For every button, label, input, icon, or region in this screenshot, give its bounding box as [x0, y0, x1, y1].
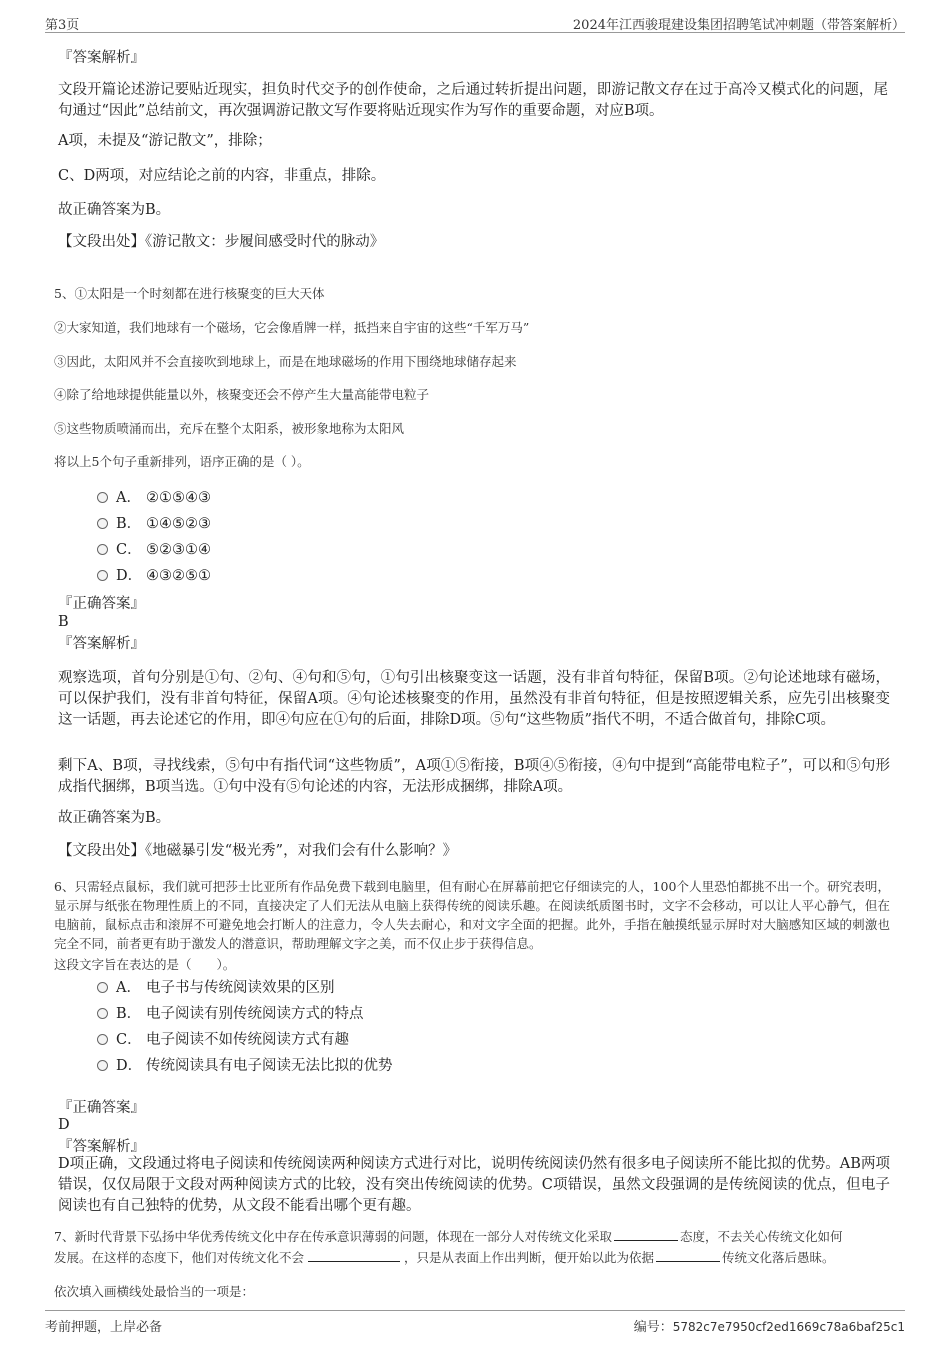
q6-option-b[interactable]: B． 电子阅读有别传统阅读方式的特点: [97, 1004, 364, 1024]
q7-line-2: 发展。在这样的态度下，他们对传统文化不会 ，只是从表面上作出判断，便开始以此为依据 传统文化落后愚昧。: [54, 1250, 835, 1265]
radio-button-icon[interactable]: [97, 492, 108, 503]
q5-option-d[interactable]: D． ④③②⑤①: [97, 566, 211, 586]
page-footer: [45, 1310, 905, 1335]
radio-button-icon[interactable]: [97, 982, 108, 993]
q6-stem-p2: 这段文字旨在表达的是（ ）。: [54, 957, 236, 972]
q5-analysis-label: 『答案解析』: [58, 636, 145, 652]
page-header: [45, 12, 905, 33]
radio-button-icon[interactable]: [97, 1034, 108, 1045]
q6-analysis-label: 『答案解析』: [58, 1139, 145, 1155]
radio-button-icon[interactable]: [97, 1060, 108, 1071]
q4-analysis-p4: 故正确答案为B。: [58, 202, 171, 218]
q5-sentence-2: ②大家知道，我们地球有一个磁场，它会像盾牌一样，抵挡来自宇宙的这些“千军万马”: [54, 320, 530, 335]
q6-analysis-p1: D项正确，文段通过将电子阅读和传统阅读两种阅读方式进行对比，说明传统阅读仍然有很多电子阅读所不能比拟的优势。AB两项错误，仅仅局限于文段对两种阅读方式的比较，没有突出传统阅读的优势。C项错误，虽然文段强调的是传统阅读的优点，但电子阅读也有自己独特的优势，从文段不能看出哪个更有趣。: [58, 1156, 890, 1214]
q7-prompt: 依次填入画横线处最恰当的一项是：: [54, 1284, 255, 1299]
q4-analysis-label: 『答案解析』: [58, 50, 145, 66]
q5-analysis-p1: 观察选项，首句分别是①句、②句、④句和⑤句，①句引出核聚变这一话题，没有非首句特征，保留B项。②句论述地球有磁场，可以保护我们，没有非首句特征，保留A项。④句论述核聚变的作用，虽然没有非首句特征，但是按照逻辑关系，应先引出核聚变这一话题，再去论述它的作用，即④句应在①句的后面，排除D项。⑤句“这些物质”指代不明，不适合做首句，排除C项。: [58, 670, 890, 728]
radio-button-icon[interactable]: [97, 1008, 108, 1019]
page-number: 第3页: [45, 18, 80, 33]
fill-blank-2[interactable]: [308, 1249, 400, 1262]
radio-button-icon[interactable]: [97, 544, 108, 555]
q6-option-c[interactable]: C． 电子阅读不如传统阅读方式有趣: [97, 1030, 349, 1050]
q5-sentence-4: ④除了给地球提供能量以外，核聚变还会不停产生大量高能带电粒子: [54, 387, 430, 402]
q5-answer-label: 『正确答案』: [58, 596, 145, 612]
q5-analysis-p2: 剩下A、B项，寻找线索，⑤句中有指代词“这些物质”，A项①⑤衔接，B项④⑤衔接，④句中提到“高能带电粒子”，可以和⑤句形成指代捆绑，B项当选。①句中没有⑤句论述的内容，无法形成捆绑，排除A项。: [58, 758, 890, 795]
fill-blank-3[interactable]: [656, 1249, 720, 1262]
q4-analysis-p2: A项，未提及“游记散文”，排除；: [58, 133, 272, 149]
q5-sentence-1: 5、①太阳是一个时刻都在进行核聚变的巨大天体: [54, 286, 325, 301]
q6-option-d[interactable]: D． 传统阅读具有电子阅读无法比拟的优势: [97, 1056, 393, 1076]
q5-source: 【文段出处】《地磁暴引发“极光秀”，对我们会有什么影响？》: [58, 843, 458, 859]
document-code: 编号：5782c7e7950cf2ed1669c78a6baf25c1: [633, 1320, 905, 1335]
q5-option-c[interactable]: C． ⑤②③①④: [97, 540, 211, 560]
q5-sentence-5: ⑤这些物质喷涌而出，充斥在整个太阳系，被形象地称为太阳风: [54, 421, 405, 436]
q4-source: 【文段出处】《游记散文：步履间感受时代的脉动》: [58, 234, 385, 250]
q6-answer-label: 『正确答案』: [58, 1100, 145, 1116]
q5-option-b[interactable]: B． ①④⑤②③: [97, 514, 211, 534]
q4-analysis-p1: 文段开篇论述游记要贴近现实，担负时代交予的创作使命，之后通过转折提出问题，即游记散文存在过于高冷又模式化的问题，尾句通过“因此”总结前文，再次强调游记散文写作要将贴近现实作为写作的重要命题，对应B项。: [58, 82, 888, 119]
q5-stem: 将以上5个句子重新排列，语序正确的是（ ）。: [54, 454, 310, 469]
q6-option-a[interactable]: A． 电子书与传统阅读效果的区别: [97, 978, 335, 998]
q7-line-1: 7、新时代背景下弘扬中华优秀传统文化中存在传承意识薄弱的问题，体现在一部分人对传统文化采取 态度，不去关心传统文化如何: [54, 1229, 843, 1244]
footer-slogan: 考前押题，上岸必备: [45, 1320, 163, 1335]
q6-stem-p1: 6、只需轻点鼠标，我们就可把莎士比亚所有作品免费下载到电脑里，但有耐心在屏幕前把它仔细读完的人，100个人里恐怕都挑不出一个。研究表明，显示屏与纸张在物理性质上的不同，直接决定了人们无法从电脑上获得传统的阅读乐趣。在阅读纸质图书时，文字不会移动，可以让人平心静气，但在电脑前，鼠标点击和滚屏不可避免地会打断人的注意力，令人失去耐心，和对文字全面的把握。此外，手指在触摸纸显示屏时对大脑感知区域的刺激也完全不同，前者更有助于激发人的潜意识，帮助理解文字之美，而不仅止步于获得信息。: [54, 879, 890, 951]
document-title: 2024年江西骏琨建设集团招聘笔试冲刺题（带答案解析）: [572, 18, 905, 33]
q6-answer: D: [58, 1117, 70, 1133]
q5-sentence-3: ③因此，太阳风并不会直接吹到地球上，而是在地球磁场的作用下围绕地球储存起来: [54, 354, 517, 369]
q5-option-a[interactable]: A． ②①⑤④③: [97, 488, 211, 508]
q4-analysis-p3: C、D两项，对应结论之前的内容，非重点，排除。: [58, 168, 386, 184]
q5-analysis-p3: 故正确答案为B。: [58, 810, 171, 826]
radio-button-icon[interactable]: [97, 518, 108, 529]
radio-button-icon[interactable]: [97, 570, 108, 581]
fill-blank-1[interactable]: [614, 1228, 678, 1241]
q5-answer: B: [58, 614, 69, 630]
